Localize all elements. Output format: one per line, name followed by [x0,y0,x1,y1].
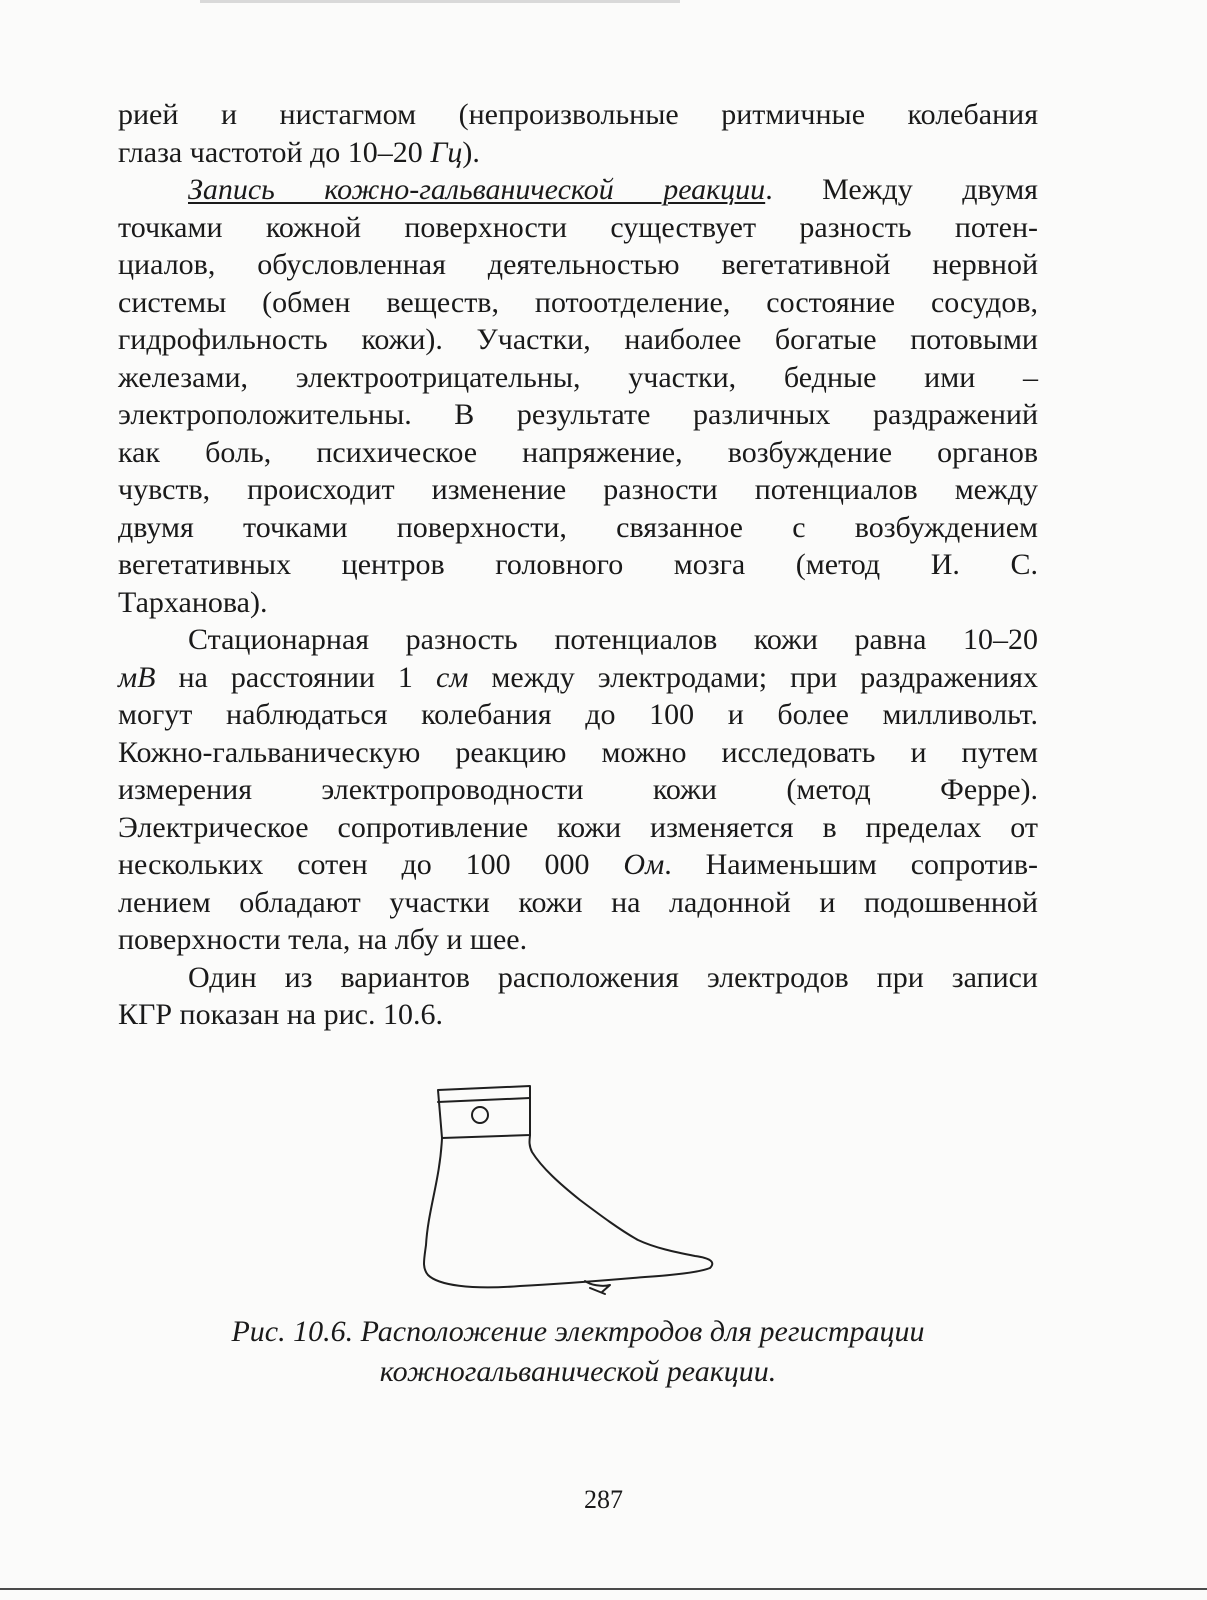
caption-line: Рис. 10.6. Расположение электродов для регистрации [231,1315,925,1348]
page-body [118,96,1038,1034]
text-line: двумя точками поверхности, связанное с возбуждением [118,510,1038,544]
text-line: поверхности тела, на лбу и шее. [118,923,528,956]
scan-artifact [200,0,680,3]
text-line: как боль, психическое напряжение, возбуждение органов [118,435,1038,469]
unit-mv: мВ [118,660,156,694]
text-line: измерения электропроводности кожи (метод Ферре). [118,773,1038,806]
text-line: рией и нистагмом (непроизвольные ритмичные колебания [118,98,1038,131]
text-line: электроположительны. В результате различных раздражений [118,398,1038,431]
text-line: Кожно-гальваническую реакцию можно исследовать и путем [118,735,1038,769]
text-line: точками кожной поверхности существует разность потен- [118,210,1038,244]
text-line: гидрофильность кожи). Участки, наиболее богатые потовыми [118,323,1038,356]
text-line [118,171,1038,209]
text-line: Один из вариантов расположения электродов при записи [188,960,1038,994]
text-span: между электродами; при раздражениях [468,660,1038,694]
unit-hz: Гц [430,135,463,169]
text-line: Электрическое сопротивление кожи изменяется в пределах от [118,810,1038,844]
unit-cm: см [435,660,469,694]
heel-electrode [585,1281,610,1294]
text-span: глаза частотой до 10–20 [118,135,431,169]
text-line: железами, электроотрицательны, участки, бедные ими – [118,360,1038,394]
text-span: ). [462,135,480,169]
text-line: Стационарная разность потенциалов кожи равна 10–20 [188,623,1038,656]
text-line: вегетативных центров головного мозга (метод И. С. [118,548,1038,581]
electrode-band-top-line [438,1098,530,1102]
caption-line: кожногальванической реакции. [379,1355,777,1388]
text-line [118,846,1038,884]
unit-ohm: Ом [623,848,665,881]
text-line: Тарханова). [118,585,268,619]
text-line [118,659,1038,697]
text-span: на расстоянии 1 [155,660,436,694]
leg-outline [424,1135,712,1287]
text-span: нескольких сотен до 100 000 [118,848,624,881]
text-span: . Наименьшим сопротив- [664,848,1038,881]
text-line: циалов, обусловленная деятельностью вегетативной нервной [118,248,1038,281]
text-line [118,134,1038,172]
text-line: КГР показан на рис. 10.6. [118,998,443,1031]
text-span: . Между двумя [765,173,1038,206]
scan-edge [0,1588,1207,1590]
electrode-band [438,1086,530,1138]
section-heading: Запись кожно-гальванической реакции [188,173,766,206]
figure-foot-electrodes [410,1080,740,1310]
page-number: 287 [584,1485,623,1514]
text-line: лением обладают участки кожи на ладонной и подошвенной [118,885,1038,919]
text-line: чувств, происходит изменение разности потенциалов между [118,473,1038,506]
electrode-circle [472,1107,488,1123]
text-line: системы (обмен веществ, потоотделение, состояние сосудов, [118,285,1038,319]
text-line: могут наблюдаться колебания до 100 и более милливольт. [118,698,1038,731]
figure-caption [118,1312,1038,1392]
